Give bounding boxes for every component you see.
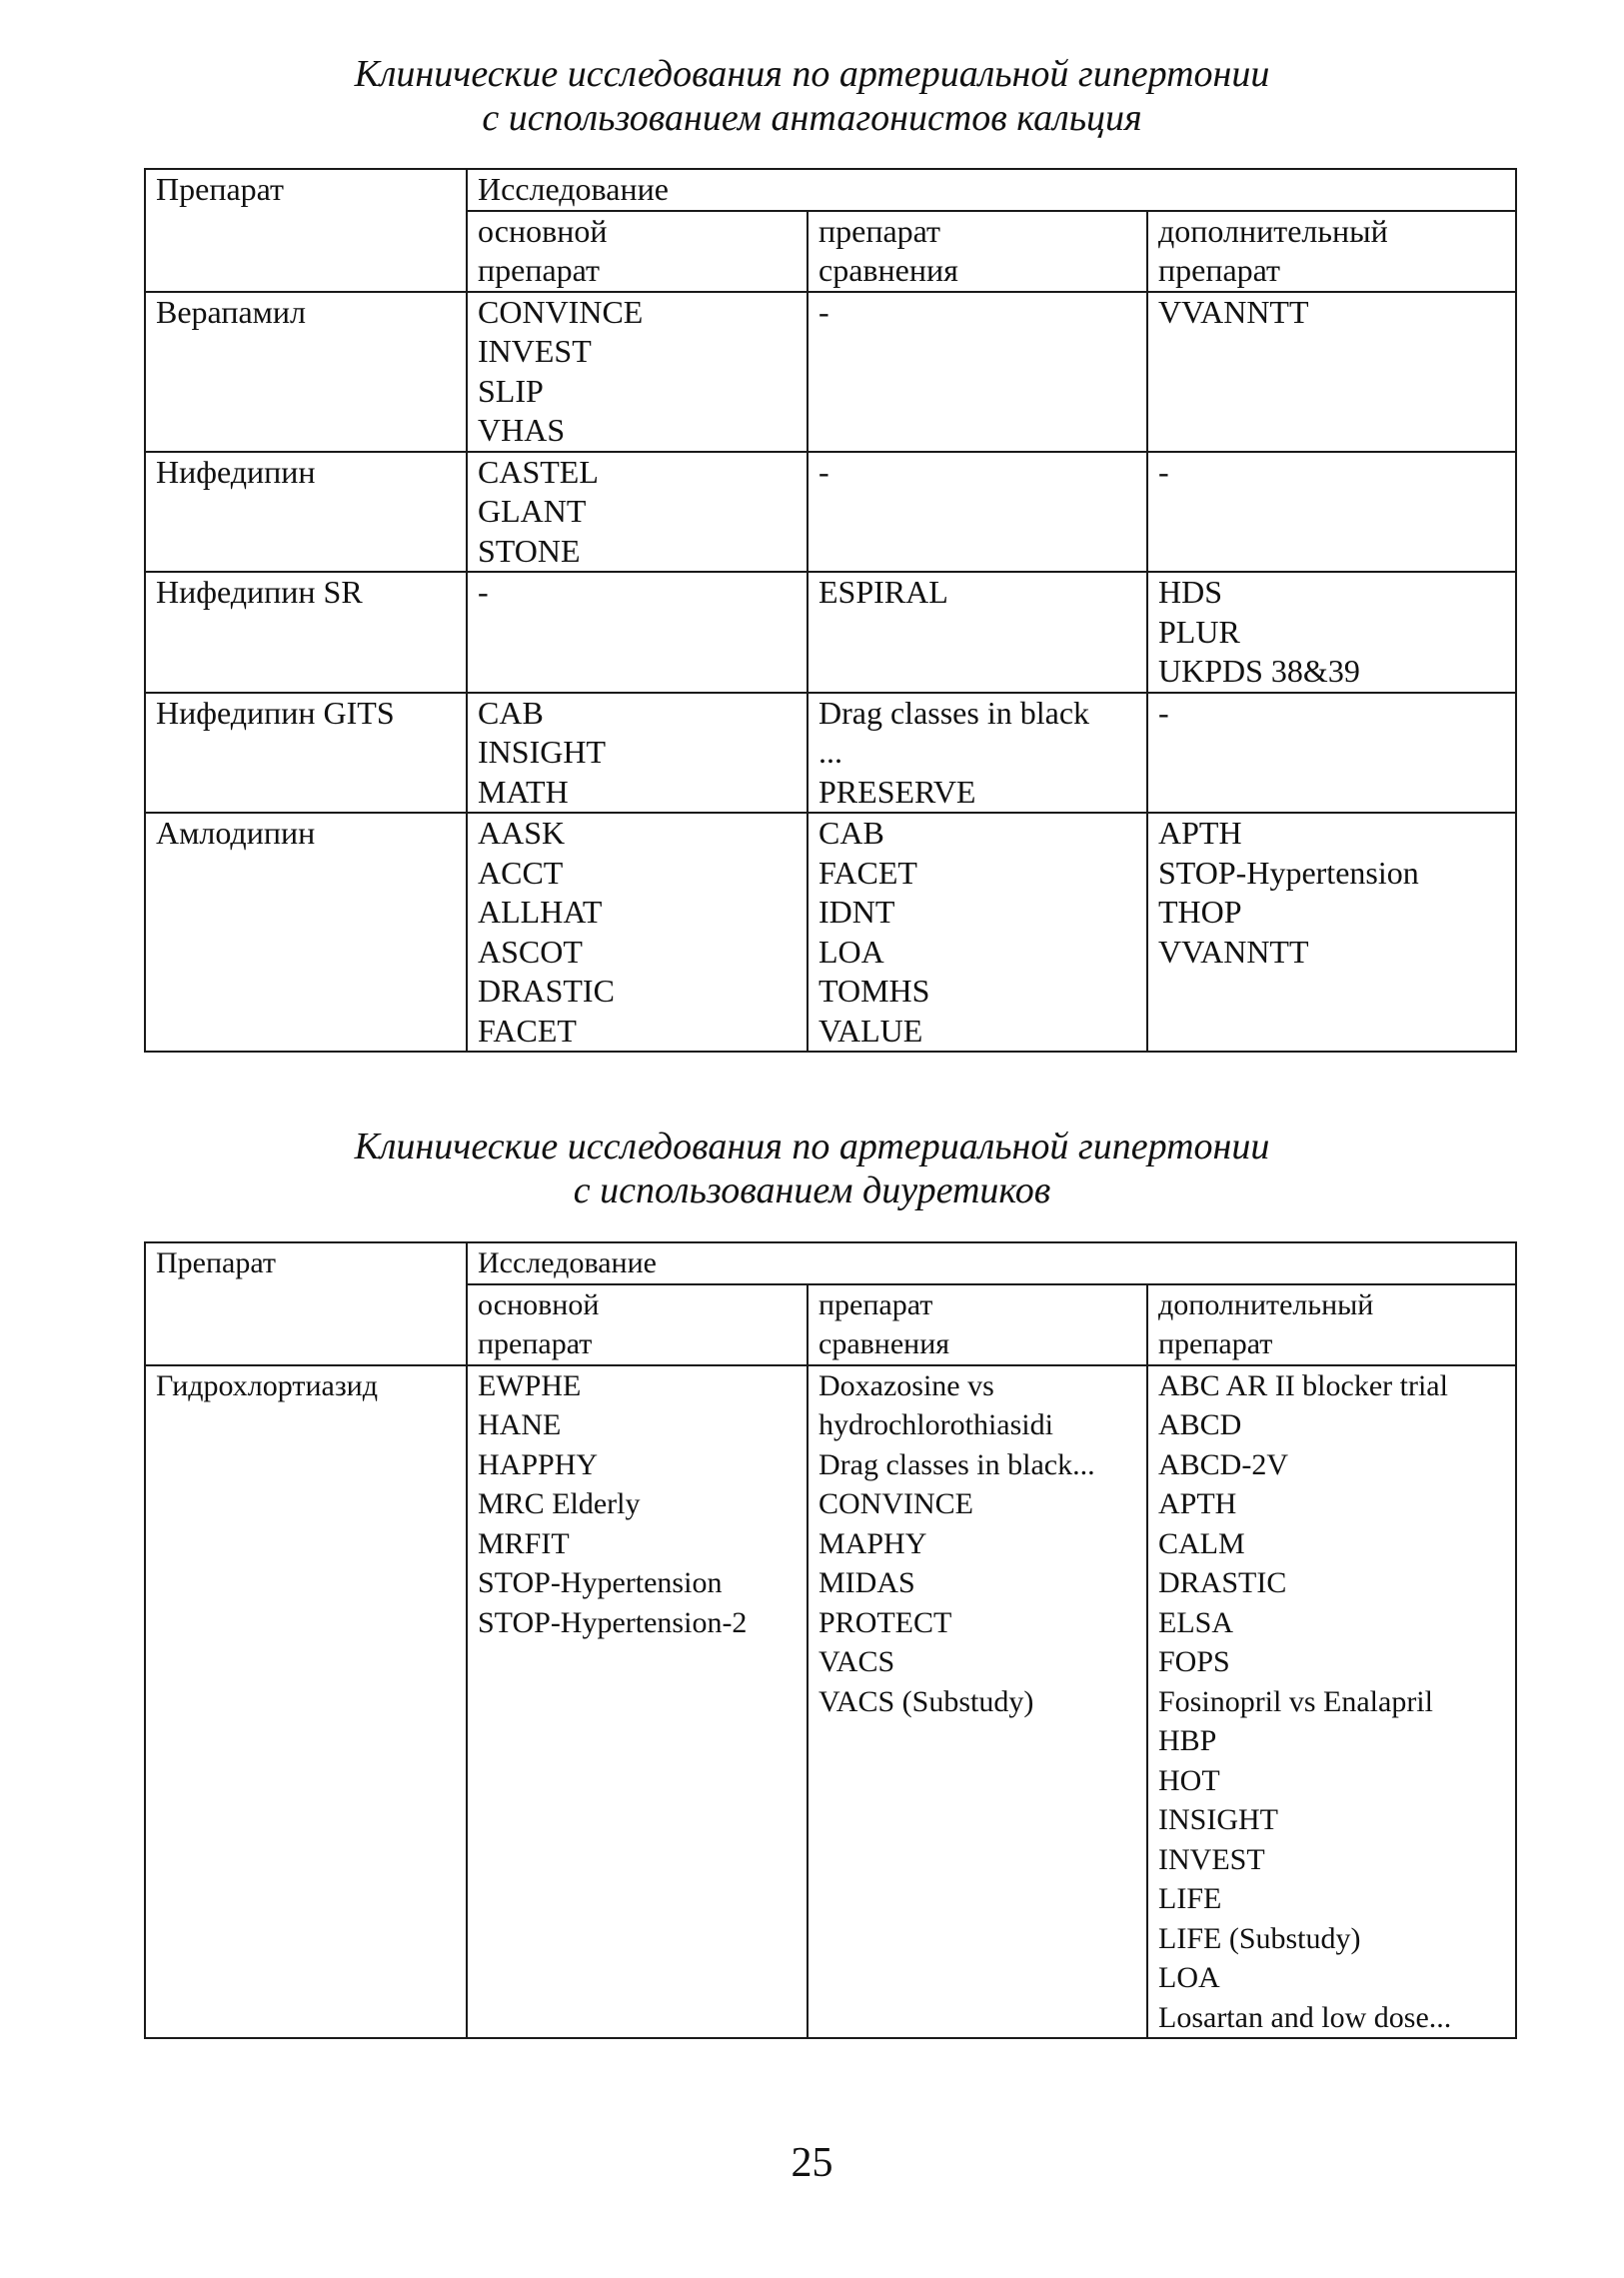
trial-name: PROTECT	[818, 1605, 952, 1639]
header-cmp-line1: препарат	[818, 1287, 933, 1321]
main-trial-cell	[467, 693, 808, 814]
comparison-trial-cell	[808, 452, 1147, 573]
calcium-antagonists-table	[144, 168, 1517, 1053]
trial-name: THOP	[1158, 894, 1242, 930]
drug-name-cell: Нифедипин GITS	[145, 693, 467, 814]
header-cmp-line2: сравнения	[818, 252, 958, 288]
trial-name: TOMHS	[818, 973, 930, 1009]
trial-name: CAB	[818, 815, 884, 851]
trial-name: ABCD	[1158, 1408, 1242, 1441]
trial-name: INVEST	[478, 333, 592, 369]
trial-name: hydrochlorothiasidi	[818, 1408, 1053, 1441]
trial-name: ELSA	[1158, 1605, 1233, 1639]
header-main-line2: препарат	[478, 252, 601, 288]
table-header-row	[145, 1242, 1516, 1284]
trial-name: PLUR	[1158, 613, 1240, 650]
main-trial-cell	[467, 572, 808, 693]
section2-title-line1: Клинические исследования по артериальной гипертонии	[354, 1126, 1270, 1167]
trial-name: DRASTIC	[478, 973, 615, 1009]
additional-trial-cell	[1147, 1365, 1516, 2039]
section1-title-line2: с использованием антагонистов кальция	[482, 97, 1142, 139]
additional-trial-cell	[1147, 572, 1516, 693]
additional-trial-cell	[1147, 693, 1516, 814]
section1-title-line1: Клинические исследования по артериальной гипертонии	[354, 53, 1270, 95]
trial-name: VACS	[818, 1645, 895, 1678]
trial-name: HBP	[1158, 1724, 1217, 1757]
trial-name: FACET	[478, 1012, 577, 1049]
page-number: 25	[791, 2140, 833, 2186]
trial-name: Drag classes in black	[818, 694, 1090, 731]
trial-name: ALLHAT	[478, 894, 603, 930]
trial-name: CALM	[1158, 1526, 1245, 1560]
header-drug: Препарат	[145, 1242, 467, 1365]
trial-name: -	[1158, 694, 1169, 731]
table-row	[145, 452, 1516, 573]
trial-name: VVANNTT	[1158, 293, 1309, 330]
main-trial-cell	[467, 1365, 808, 2039]
header-comparison-drug	[808, 1284, 1147, 1365]
comparison-trial-cell	[808, 813, 1147, 1052]
trial-name: STOP-Hypertension	[478, 1566, 723, 1599]
trial-name: VACS (Substudy)	[818, 1684, 1034, 1718]
trial-name: DRASTIC	[1158, 1566, 1287, 1599]
trial-name: STOP-Hypertension-2	[478, 1605, 748, 1639]
trial-name: MRC Elderly	[478, 1487, 641, 1520]
header-main-line1: основной	[478, 212, 608, 249]
header-main-line2: препарат	[478, 1327, 593, 1360]
header-study: Исследование	[467, 1242, 1516, 1284]
drug-name-cell: Гидрохлортиазид	[145, 1365, 467, 2039]
drug-name-cell: Нифедипин	[145, 452, 467, 573]
trial-name: Fosinopril vs Enalapril	[1158, 1684, 1433, 1718]
comparison-trial-cell	[808, 572, 1147, 693]
table-row	[145, 1365, 1516, 2039]
header-add-line2: препарат	[1158, 1327, 1273, 1360]
drug-name-cell: Амлодипин	[145, 813, 467, 1052]
table-header-row	[145, 169, 1516, 211]
trial-name: -	[478, 574, 489, 610]
trial-name: EWPHE	[478, 1368, 582, 1402]
header-add-line1: дополнительный	[1158, 1287, 1374, 1321]
header-additional-drug	[1147, 211, 1516, 292]
header-comparison-drug	[808, 211, 1147, 292]
trial-name: GLANT	[478, 493, 587, 529]
diuretics-table	[144, 1241, 1517, 2039]
trial-name: SLIP	[478, 372, 544, 409]
comparison-trial-cell	[808, 693, 1147, 814]
section2-title	[0, 1125, 1624, 1212]
trial-name: HOT	[1158, 1763, 1220, 1797]
trial-name: MRFIT	[478, 1526, 570, 1560]
drug-name-cell: Нифедипин SR	[145, 572, 467, 693]
trial-name: LIFE (Substudy)	[1158, 1921, 1361, 1955]
header-add-line2: препарат	[1158, 252, 1281, 288]
trial-name: Doxazosine vs	[818, 1368, 994, 1402]
header-drug: Препарат	[145, 169, 467, 292]
header-cmp-line1: препарат	[818, 212, 941, 249]
trial-name: Losartan and low dose...	[1158, 2000, 1452, 2034]
main-trial-cell	[467, 452, 808, 573]
section2-title-line2: с использованием диуретиков	[573, 1169, 1051, 1211]
header-main-drug	[467, 1284, 808, 1365]
trial-name: ...	[818, 734, 842, 770]
table-row	[145, 813, 1516, 1052]
trial-name: FACET	[818, 854, 917, 891]
trial-name: ABCD-2V	[1158, 1447, 1289, 1481]
section1-title	[0, 52, 1624, 140]
additional-trial-cell	[1147, 813, 1516, 1052]
header-main-line1: основной	[478, 1287, 600, 1321]
trial-name: CAB	[478, 694, 544, 731]
trial-name: STOP-Hypertension	[1158, 854, 1419, 891]
table-row	[145, 693, 1516, 814]
trial-name: ESPIRAL	[818, 574, 948, 610]
header-cmp-line2: сравнения	[818, 1327, 950, 1360]
trial-name: VVANNTT	[1158, 933, 1309, 970]
trial-name: UKPDS 38&39	[1158, 653, 1360, 689]
trial-name: -	[818, 453, 829, 490]
trial-name: HAPPHY	[478, 1447, 599, 1481]
drug-name-cell: Верапамил	[145, 292, 467, 452]
trial-name: ABC AR II blocker trial	[1158, 1368, 1448, 1402]
trial-name: INVEST	[1158, 1842, 1265, 1876]
additional-trial-cell	[1147, 292, 1516, 452]
trial-name: ASCOT	[478, 933, 583, 970]
trial-name: Drag classes in black...	[818, 1447, 1095, 1481]
header-additional-drug	[1147, 1284, 1516, 1365]
trial-name: CASTEL	[478, 453, 599, 490]
trial-name: CONVINCE	[478, 293, 644, 330]
trial-name: FOPS	[1158, 1645, 1230, 1678]
trial-name: MIDAS	[818, 1566, 915, 1599]
comparison-trial-cell	[808, 1365, 1147, 2039]
trial-name: CONVINCE	[818, 1487, 973, 1520]
trial-name: -	[818, 293, 829, 330]
trial-name: -	[1158, 453, 1169, 490]
trial-name: AASK	[478, 815, 566, 851]
trial-name: VALUE	[818, 1012, 923, 1049]
trial-name: INSIGHT	[478, 734, 606, 770]
header-study: Исследование	[467, 169, 1516, 211]
trial-name: HANE	[478, 1408, 562, 1441]
trial-name: VHAS	[478, 412, 566, 448]
trial-name: MATH	[478, 773, 569, 810]
main-trial-cell	[467, 292, 808, 452]
trial-name: ACCT	[478, 854, 564, 891]
trial-name: PRESERVE	[818, 773, 976, 810]
trial-name: HDS	[1158, 574, 1223, 610]
header-add-line1: дополнительный	[1158, 212, 1388, 249]
trial-name: MAPHY	[818, 1526, 927, 1560]
header-main-drug	[467, 211, 808, 292]
comparison-trial-cell	[808, 292, 1147, 452]
table-row	[145, 572, 1516, 693]
trial-name: INSIGHT	[1158, 1803, 1278, 1836]
main-trial-cell	[467, 813, 808, 1052]
trial-name: STONE	[478, 532, 581, 569]
trial-name: APTH	[1158, 815, 1242, 851]
trial-name: LOA	[1158, 1961, 1220, 1994]
trial-name: LIFE	[1158, 1882, 1222, 1915]
table-row	[145, 292, 1516, 452]
trial-name: APTH	[1158, 1487, 1237, 1520]
trial-name: IDNT	[818, 894, 895, 930]
additional-trial-cell	[1147, 452, 1516, 573]
trial-name: LOA	[818, 933, 884, 970]
